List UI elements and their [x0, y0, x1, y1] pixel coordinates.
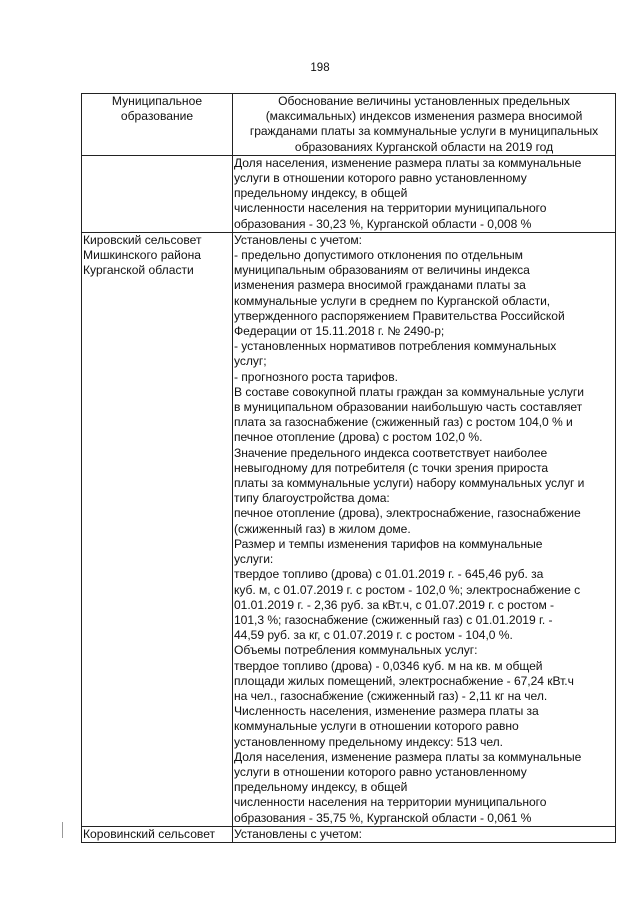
justification-text-line: Доля населения, изменение размера платы за коммунальные — [234, 749, 582, 764]
justification-text-line: типу благоустройства дома: — [234, 491, 390, 506]
justification-text-line: - прогнозного роста тарифов. — [234, 369, 398, 384]
justification-cell — [233, 232, 616, 826]
justification-text-line: Значение предельного индекса соответствует наиболее — [234, 445, 548, 460]
justification-text-line: коммунальные услуги в отношении которого равно — [234, 719, 519, 734]
header-municipality — [82, 94, 233, 156]
justification-text-line: на чел., газоснабжение (сжиженный газ) - 2,11 кг на чел. — [234, 688, 548, 703]
justification-text-line: невыгодному для потребителя (с точки зрения прироста — [234, 460, 549, 475]
justification-text-line: Объемы потребления коммунальных услуг: — [234, 643, 478, 658]
municipality-cell — [82, 155, 233, 232]
table-row — [82, 826, 616, 842]
justification-text-line: твердое топливо (дрова) - 0,0346 куб. м на кв. м общей — [234, 658, 543, 673]
justification-text-line: - предельно допустимого отклонения по отдельным — [234, 248, 523, 263]
justification-text-line: образования - 30,23 %, Курганской области - 0,008 % — [234, 216, 532, 231]
justification-text-line: платы за коммунальные услуги) набору коммунальных услуг и — [234, 476, 585, 491]
justification-text-line: услуги: — [234, 552, 274, 567]
justification-text-line: муниципальным образованиям от величины индекса — [234, 263, 530, 278]
municipality-name-line: Мишкинского района — [83, 248, 202, 263]
header-justification — [233, 94, 616, 156]
page-number: 198 — [310, 62, 330, 74]
justification-text-line: услуг; — [234, 354, 267, 369]
justification-table — [81, 93, 616, 843]
table-row — [82, 155, 616, 232]
justification-text-line: изменения размера вносимой гражданами платы за — [234, 278, 526, 293]
justification-cell — [233, 155, 616, 232]
justification-text-line: численности населения на территории муниципального — [234, 795, 547, 810]
justification-text-line: площади жилых помещений, электроснабжение - 67,24 кВт.ч — [234, 673, 574, 688]
justification-text-line: Установлены с учетом: — [234, 232, 362, 247]
justification-text-line: (сжиженный газ) в жилом доме. — [234, 521, 411, 536]
justification-text-line: плата за газоснабжение (сжиженный газ) с ростом 104,0 % и — [234, 415, 573, 430]
margin-mark — [62, 822, 63, 838]
justification-text-line: коммунальные услуги в среднем по Курганской области, — [234, 293, 551, 308]
municipality-name-line: Кировский сельсовет — [83, 232, 202, 247]
justification-text-line: Доля населения, изменение размера платы за коммунальные — [234, 155, 582, 170]
header-line: Муниципальное — [111, 94, 203, 108]
justification-text-line: утвержденного распоряжением Правительства Российской — [234, 308, 565, 323]
justification-text-line: численности населения на территории муниципального — [234, 201, 547, 216]
justification-text-line: 101,3 %; газоснабжение (сжиженный газ) с 01.01.2019 г. - — [234, 612, 553, 627]
justification-text-line: 01.01.2019 г. - 2,36 руб. за кВт.ч, с 01.07.2019 г. с ростом - — [234, 597, 554, 612]
table-header-row — [82, 94, 616, 156]
municipality-name-line: Коровинский сельсовет — [83, 826, 216, 841]
justification-text-line: Установлены с учетом: — [234, 826, 362, 841]
table-row — [82, 232, 616, 826]
header-line: Обоснование величины установленных предельных — [278, 94, 570, 108]
justification-text-line: услуги в отношении которого равно установленному — [234, 764, 527, 779]
header-line: гражданами платы за коммунальные услуги в муниципальных — [249, 124, 599, 139]
justification-text-line: образования - 35,75 %, Курганской области - 0,061 % — [234, 810, 532, 825]
header-line: (максимальных) индексов изменения размера вносимой — [265, 109, 583, 124]
justification-text-line: 44,59 руб. за кг, с 01.07.2019 г. с ростом - 104,0 %. — [234, 628, 513, 643]
justification-text-line: Размер и темпы изменения тарифов на коммунальные — [234, 536, 543, 551]
justification-text-line: предельному индексу, в общей — [234, 780, 408, 795]
justification-text-line: печное отопление (дрова) с ростом 102,0 %. — [234, 430, 483, 445]
justification-text-line: Численность населения, изменение размера платы за — [234, 704, 539, 719]
header-line: образование — [120, 109, 194, 124]
municipality-cell — [82, 232, 233, 826]
justification-text-line: установленному предельному индексу: 513 чел. — [234, 734, 503, 749]
justification-text-line: печное отопление (дрова), электроснабжение, газоснабжение — [234, 506, 581, 521]
municipality-cell — [82, 826, 233, 842]
justification-text-line: В составе совокупной платы граждан за коммунальные услуги — [234, 384, 584, 399]
justification-text-line: в муниципальном образовании наибольшую часть составляет — [234, 400, 583, 415]
header-line: образованиях Курганской области на 2019 год — [294, 139, 554, 154]
justification-text-line: куб. м, с 01.07.2019 г. с ростом - 102,0 %; электроснабжение с — [234, 582, 581, 597]
municipality-name-line: Курганской области — [83, 263, 194, 278]
justification-text-line: Федерации от 15.11.2018 г. № 2490-р; — [234, 324, 445, 339]
justification-text-line: предельному индексу, в общей — [234, 186, 408, 201]
justification-cell — [233, 826, 616, 842]
justification-text-line: услуги в отношении которого равно установленному — [234, 171, 527, 186]
justification-text-line: твердое топливо (дрова) с 01.01.2019 г. - 645,46 руб. за — [234, 567, 544, 582]
justification-text-line: - установленных нормативов потребления коммунальных — [234, 339, 557, 354]
